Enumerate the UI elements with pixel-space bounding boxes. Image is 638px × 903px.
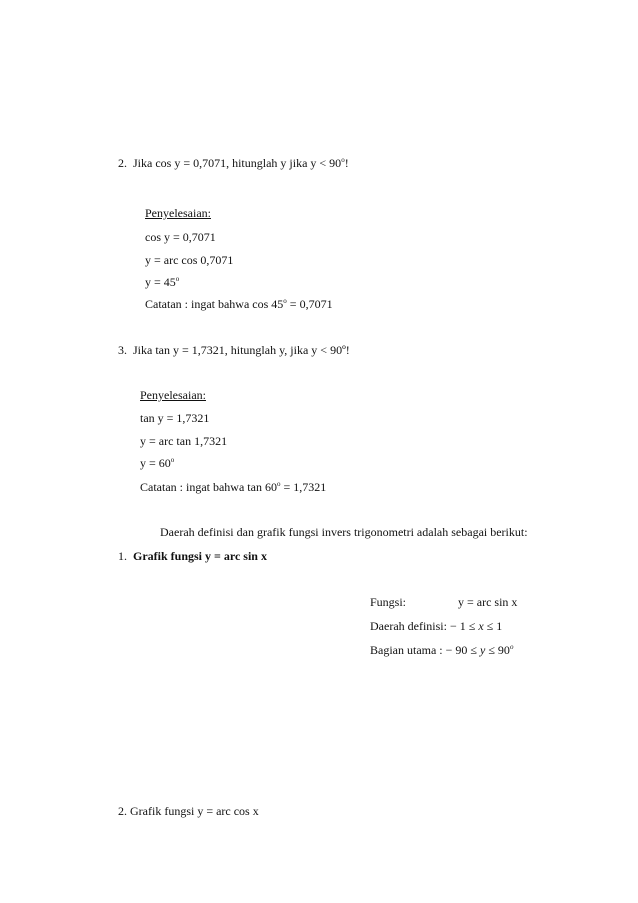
degree-sup: o bbox=[276, 480, 281, 488]
problem-3-solution-label: Penyelesaian: bbox=[140, 388, 206, 402]
problem-2-note-end: = 0,7071 bbox=[286, 297, 333, 311]
range-label: Bagian utama : bbox=[370, 643, 443, 657]
problem-2-question-end: ! bbox=[344, 156, 349, 170]
problem-3-step-3 bbox=[140, 456, 174, 470]
fungsi-label: Fungsi: bbox=[370, 595, 407, 609]
problem-2-step-3 bbox=[145, 275, 179, 289]
section-1-number: 1. bbox=[118, 549, 127, 563]
degree-sup: o bbox=[175, 275, 180, 283]
problem-3-note-text: Catatan : ingat bahwa tan 60 bbox=[140, 480, 277, 494]
range-row bbox=[370, 643, 513, 657]
problem-2-question-text: Jika cos y = 0,7071, hitunglah y jika y < 90 bbox=[133, 156, 342, 170]
degree-sup: o bbox=[341, 156, 345, 164]
problem-2-note bbox=[145, 297, 333, 311]
section-1-heading bbox=[118, 549, 267, 563]
degree-sup: o bbox=[170, 456, 175, 464]
problem-3-note bbox=[140, 480, 326, 494]
domain-label: Daerah definisi: bbox=[370, 619, 447, 633]
problem-2-number: 2. bbox=[118, 156, 127, 170]
problem-2-step-1: cos y = 0,7071 bbox=[145, 230, 216, 244]
degree-sup: o bbox=[509, 643, 514, 651]
section-2-title: 2. Grafik fungsi y = arc cos x bbox=[118, 804, 259, 818]
range-lower: − 90 ≤ bbox=[445, 643, 478, 657]
domain-row bbox=[370, 619, 502, 633]
problem-3-question-text: Jika tan y = 1,7321, hitunglah y, jika y < 90º! bbox=[133, 343, 350, 357]
problem-3-step-3-text: y = 60 bbox=[140, 456, 171, 470]
range-variable: y bbox=[480, 643, 486, 657]
problem-2-step-2: y = arc cos 0,7071 bbox=[145, 253, 234, 267]
problem-2-solution-label: Penyelesaian: bbox=[145, 206, 211, 220]
problem-3-note-end: = 1,7321 bbox=[280, 480, 327, 494]
fungsi-value: y = arc sin x bbox=[458, 595, 518, 609]
problem-2-question bbox=[118, 156, 349, 170]
problem-3-question bbox=[118, 343, 350, 357]
degree-sup: o bbox=[283, 297, 287, 305]
problem-3-number: 3. bbox=[118, 343, 127, 357]
problem-3-step-2: y = arc tan 1,7321 bbox=[140, 434, 228, 448]
problem-2-note-text: Catatan : ingat bahwa cos 45 bbox=[145, 297, 284, 311]
domain-variable: x bbox=[478, 619, 484, 633]
section-1-title: Grafik fungsi y = arc sin x bbox=[133, 549, 267, 563]
domain-upper: ≤ 1 bbox=[486, 619, 503, 633]
domain-lower: − 1 ≤ bbox=[449, 619, 476, 633]
problem-2-step-3-text: y = 45 bbox=[145, 275, 176, 289]
range-upper: ≤ 90 bbox=[488, 643, 510, 657]
intro-text: Daerah definisi dan grafik fungsi invers trigonometri adalah sebagai berikut: bbox=[160, 525, 528, 539]
problem-3-step-1: tan y = 1,7321 bbox=[140, 411, 210, 425]
